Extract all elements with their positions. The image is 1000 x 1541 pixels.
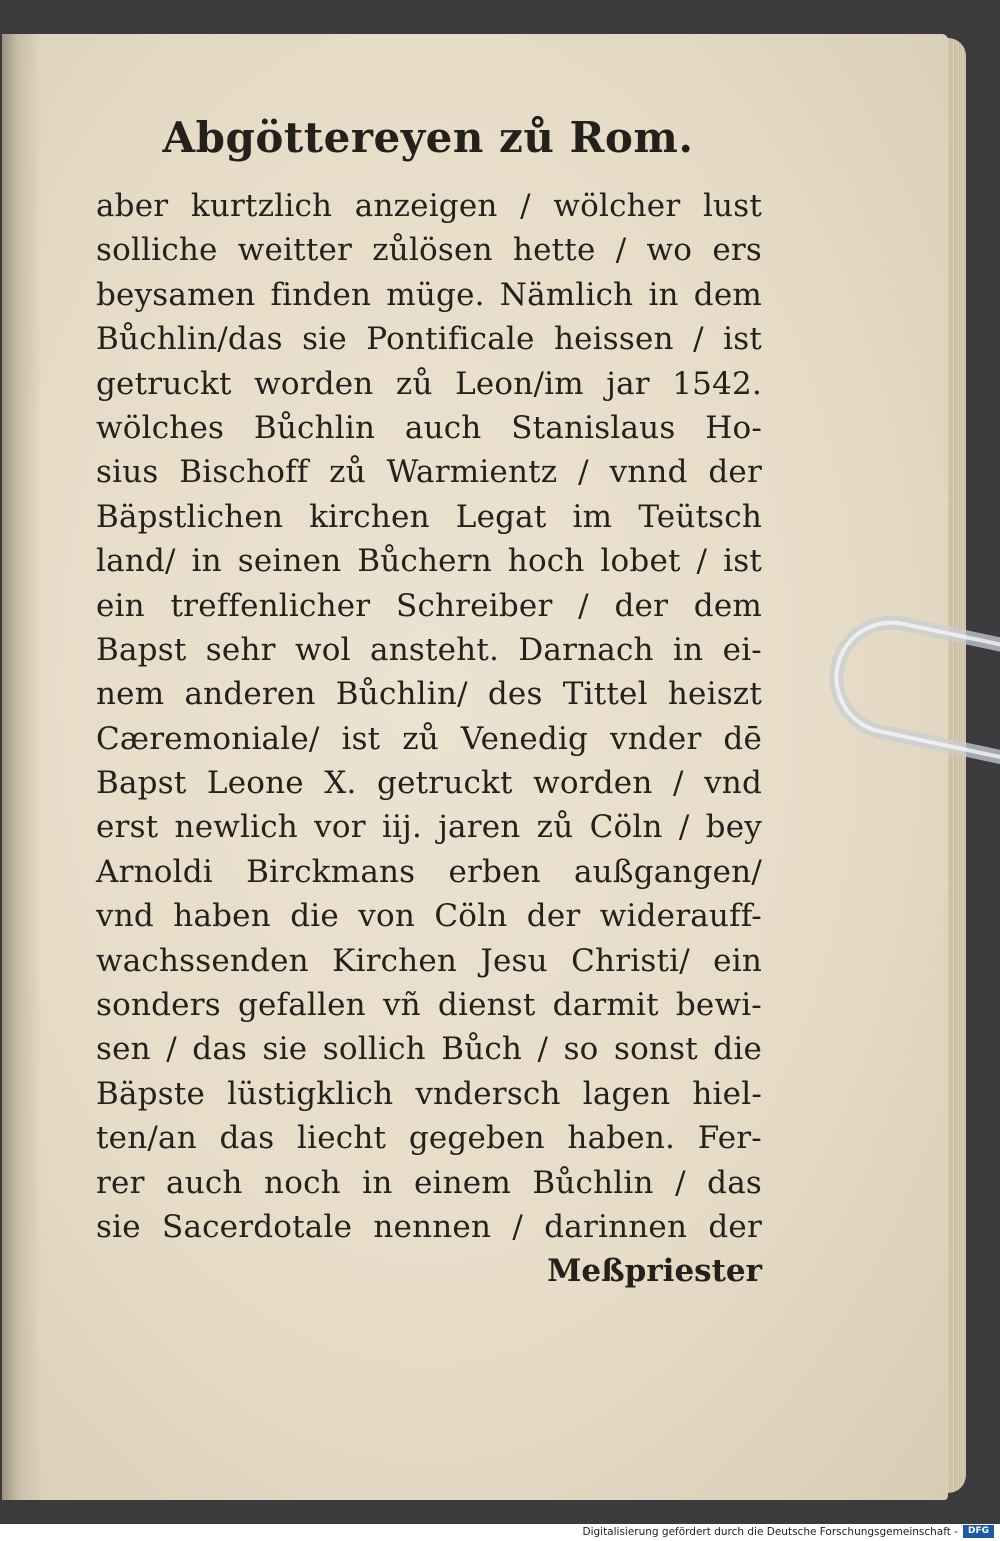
text-line: land/ in seinen Bůchern hoch lobet / ist bbox=[96, 543, 762, 580]
running-head: Abgöttereyen zů Rom. bbox=[162, 113, 694, 162]
text-line: beysamen finden müge. Nämlich in dem bbox=[96, 276, 762, 313]
text-line: vnd haben die von Cöln der widerauff- bbox=[96, 898, 762, 935]
text-line: solliche weitter zůlösen hette / wo ers bbox=[96, 232, 762, 269]
text-line: nem anderen Bůchlin/ des Tittel heiszt bbox=[96, 676, 762, 713]
body-text bbox=[88, 184, 768, 1249]
text-line: Bapst Leone X. getruckt worden / vnd bbox=[96, 765, 762, 802]
text-line: rer auch noch in einem Bůchlin / das bbox=[96, 1164, 762, 1201]
text-line: Bäpste lüstigklich vndersch lagen hiel- bbox=[96, 1075, 762, 1112]
text-line: sonders gefallen vñ dienst darmit bewi- bbox=[96, 987, 762, 1024]
text-line: sie Sacerdotale nennen / darinnen der bbox=[96, 1208, 762, 1245]
footer-credit: Digitalisierung gefördert durch die Deutsche Forschungsgemeinschaft - bbox=[582, 1526, 958, 1538]
text-line: Cæremoniale/ ist zů Venedig vnder dē bbox=[96, 720, 762, 757]
text-block bbox=[88, 112, 768, 1293]
text-line: aber kurtzlich anzeigen / wölcher lust bbox=[96, 188, 762, 224]
dfg-logo: DFG bbox=[963, 1525, 994, 1538]
text-line: wölches Bůchlin auch Stanislaus Ho- bbox=[96, 409, 762, 446]
catchword-row bbox=[88, 1249, 768, 1293]
text-line: wachssenden Kirchen Jesu Christi/ ein bbox=[96, 942, 762, 979]
catchword: Meßpriester bbox=[547, 1253, 762, 1290]
text-line: Bäpstlichen kirchen Legat im Teütsch bbox=[96, 498, 762, 535]
text-line: Arnoldi Birckmans erben außgangen/ bbox=[96, 853, 762, 890]
text-line: Bapst sehr wol ansteht. Darnach in ei- bbox=[96, 631, 762, 668]
text-line: sius Bischoff zů Warmientz / vnnd der bbox=[96, 454, 762, 491]
text-line: ten/an das liecht gegeben haben. Fer- bbox=[96, 1120, 762, 1157]
text-line: ein treffenlicher Schreiber / der dem bbox=[96, 587, 762, 624]
text-line: erst newlich vor iij. jaren zů Cöln / bey bbox=[96, 809, 762, 846]
footer-bar bbox=[0, 1524, 1000, 1541]
text-line: Bůchlin/das sie Pontificale heissen / ist bbox=[96, 321, 762, 358]
gutter-shadow bbox=[2, 34, 42, 1500]
text-line: sen / das sie sollich Bůch / so sonst die bbox=[96, 1031, 762, 1068]
text-line: getruckt worden zů Leon/im jar 1542. bbox=[96, 365, 762, 402]
